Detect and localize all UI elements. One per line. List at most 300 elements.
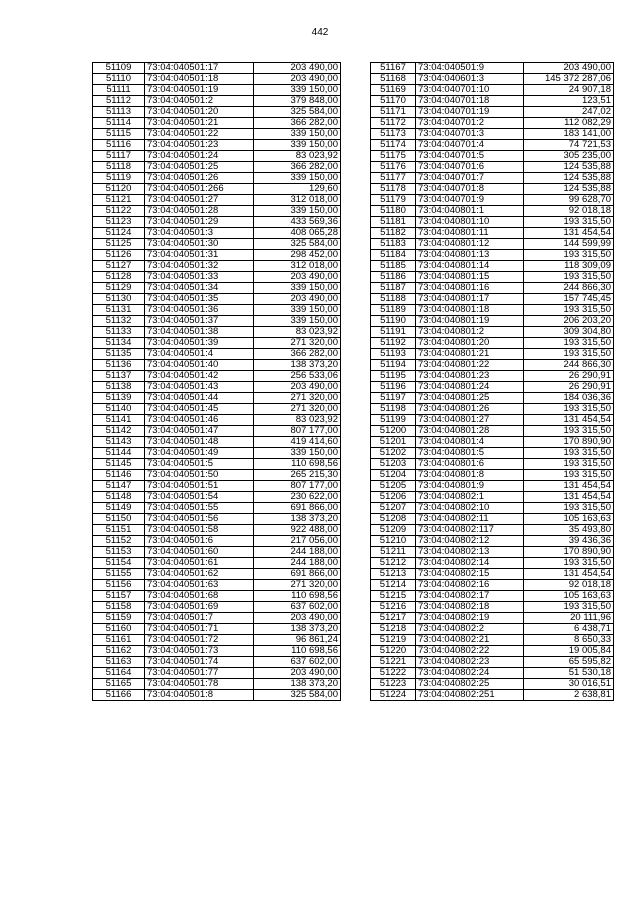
value-cell: 230 622,00	[254, 492, 341, 503]
row-number-cell: 51210	[371, 536, 416, 547]
row-number-cell: 51141	[93, 415, 145, 426]
value-cell: 203 490,00	[254, 668, 341, 679]
value-cell: 265 215,30	[254, 470, 341, 481]
table-row	[93, 580, 341, 591]
value-cell: 193 315,50	[524, 305, 614, 316]
table-row	[93, 679, 341, 690]
row-number-cell: 51186	[371, 272, 416, 283]
cadastral-number-cell: 73:04:040501:32	[145, 261, 254, 272]
row-number-cell: 51182	[371, 228, 416, 239]
table-row	[93, 184, 341, 195]
value-cell: 433 569,36	[254, 217, 341, 228]
table-row	[93, 85, 341, 96]
cadastral-number-cell: 73:04:040501:42	[145, 371, 254, 382]
cadastral-number-cell: 73:04:040501:39	[145, 338, 254, 349]
cadastral-number-cell: 73:04:040801:20	[416, 338, 524, 349]
cadastral-number-cell: 73:04:040501:69	[145, 602, 254, 613]
cadastral-number-cell: 73:04:040801:22	[416, 360, 524, 371]
cadastral-number-cell: 73:04:040501:72	[145, 635, 254, 646]
cadastral-number-cell: 73:04:040801:26	[416, 404, 524, 415]
table-row	[371, 602, 614, 613]
table-row	[93, 481, 341, 492]
table-row	[371, 371, 614, 382]
table-row	[93, 624, 341, 635]
row-number-cell: 51136	[93, 360, 145, 371]
table-row	[93, 195, 341, 206]
row-number-cell: 51216	[371, 602, 416, 613]
table-row	[93, 74, 341, 85]
row-number-cell: 51114	[93, 118, 145, 129]
row-number-cell: 51211	[371, 547, 416, 558]
value-cell: 408 065,28	[254, 228, 341, 239]
table-row	[93, 613, 341, 624]
cadastral-number-cell: 73:04:040501:77	[145, 668, 254, 679]
value-cell: 807 177,00	[254, 481, 341, 492]
row-number-cell: 51201	[371, 437, 416, 448]
cadastral-number-cell: 73:04:040501:7	[145, 613, 254, 624]
cadastral-number-cell: 73:04:040501:6	[145, 536, 254, 547]
cadastral-number-cell: 73:04:040501:24	[145, 151, 254, 162]
row-number-cell: 51156	[93, 580, 145, 591]
value-cell: 92 018,18	[524, 580, 614, 591]
cadastral-number-cell: 73:04:040802:19	[416, 613, 524, 624]
cadastral-number-cell: 73:04:040501:63	[145, 580, 254, 591]
cadastral-number-cell: 73:04:040801:5	[416, 448, 524, 459]
table-row	[93, 470, 341, 481]
row-number-cell: 51161	[93, 635, 145, 646]
row-number-cell: 51163	[93, 657, 145, 668]
row-number-cell: 51118	[93, 162, 145, 173]
row-number-cell: 51122	[93, 206, 145, 217]
value-cell: 193 315,50	[524, 217, 614, 228]
row-number-cell: 51184	[371, 250, 416, 261]
cadastral-number-cell: 73:04:040501:19	[145, 85, 254, 96]
table-row	[93, 261, 341, 272]
cadastral-number-cell: 73:04:040802:251	[416, 690, 524, 701]
value-cell: 691 866,00	[254, 503, 341, 514]
value-cell: 244 188,00	[254, 547, 341, 558]
cadastral-number-cell: 73:04:040501:61	[145, 558, 254, 569]
table-row	[93, 316, 341, 327]
row-number-cell: 51164	[93, 668, 145, 679]
value-cell: 922 488,00	[254, 525, 341, 536]
cadastral-number-cell: 73:04:040802:25	[416, 679, 524, 690]
value-cell: 203 490,00	[524, 63, 614, 74]
registry-table-right	[370, 62, 614, 701]
cadastral-number-cell: 73:04:040701:18	[416, 96, 524, 107]
table-row	[93, 349, 341, 360]
cadastral-number-cell: 73:04:040801:17	[416, 294, 524, 305]
value-cell: 83 023,92	[254, 327, 341, 338]
row-number-cell: 51117	[93, 151, 145, 162]
table-row	[371, 690, 614, 701]
value-cell: 312 018,00	[254, 195, 341, 206]
table-row	[93, 107, 341, 118]
table-row	[371, 382, 614, 393]
value-cell: 131 454,54	[524, 481, 614, 492]
cadastral-number-cell: 73:04:040501:60	[145, 547, 254, 558]
row-number-cell: 51213	[371, 569, 416, 580]
table-row	[371, 503, 614, 514]
cadastral-number-cell: 73:04:040701:9	[416, 195, 524, 206]
table-row	[371, 162, 614, 173]
row-number-cell: 51154	[93, 558, 145, 569]
row-number-cell: 51146	[93, 470, 145, 481]
value-cell: 138 373,20	[254, 514, 341, 525]
table-row	[371, 349, 614, 360]
cadastral-number-cell: 73:04:040801:8	[416, 470, 524, 481]
table-row	[371, 327, 614, 338]
row-number-cell: 51215	[371, 591, 416, 602]
row-number-cell: 51152	[93, 536, 145, 547]
table-row	[371, 250, 614, 261]
value-cell: 110 698,56	[254, 591, 341, 602]
row-number-cell: 51115	[93, 129, 145, 140]
table-row	[93, 690, 341, 701]
value-cell: 131 454,54	[524, 569, 614, 580]
table-row	[371, 679, 614, 690]
table-row	[93, 250, 341, 261]
table-row	[371, 393, 614, 404]
row-number-cell: 51200	[371, 426, 416, 437]
row-number-cell: 51187	[371, 283, 416, 294]
cadastral-number-cell: 73:04:040501:56	[145, 514, 254, 525]
row-number-cell: 51193	[371, 349, 416, 360]
value-cell: 339 150,00	[254, 206, 341, 217]
cadastral-number-cell: 73:04:040501:5	[145, 459, 254, 470]
table-row	[93, 162, 341, 173]
cadastral-number-cell: 73:04:040501:8	[145, 690, 254, 701]
cadastral-number-cell: 73:04:040802:15	[416, 569, 524, 580]
table-row	[93, 338, 341, 349]
row-number-cell: 51151	[93, 525, 145, 536]
row-number-cell: 51135	[93, 349, 145, 360]
table-row	[93, 294, 341, 305]
table-row	[93, 327, 341, 338]
table-row	[93, 536, 341, 547]
table-row	[93, 173, 341, 184]
row-number-cell: 51111	[93, 85, 145, 96]
table-row	[93, 668, 341, 679]
table-row	[371, 404, 614, 415]
cadastral-number-cell: 73:04:040801:18	[416, 305, 524, 316]
table-row	[93, 228, 341, 239]
value-cell: 144 599,99	[524, 239, 614, 250]
row-number-cell: 51208	[371, 514, 416, 525]
row-number-cell: 51175	[371, 151, 416, 162]
value-cell: 309 304,80	[524, 327, 614, 338]
value-cell: 110 698,56	[254, 459, 341, 470]
row-number-cell: 51112	[93, 96, 145, 107]
cadastral-number-cell: 73:04:040701:19	[416, 107, 524, 118]
row-number-cell: 51138	[93, 382, 145, 393]
row-number-cell: 51176	[371, 162, 416, 173]
cadastral-number-cell: 73:04:040501:37	[145, 316, 254, 327]
row-number-cell: 51155	[93, 569, 145, 580]
value-cell: 203 490,00	[254, 74, 341, 85]
cadastral-number-cell: 73:04:040501:55	[145, 503, 254, 514]
cadastral-number-cell: 73:04:040701:6	[416, 162, 524, 173]
table-row	[93, 437, 341, 448]
table-row	[371, 426, 614, 437]
cadastral-number-cell: 73:04:040801:9	[416, 481, 524, 492]
table-row	[93, 404, 341, 415]
cadastral-number-cell: 73:04:040501:35	[145, 294, 254, 305]
cadastral-number-cell: 73:04:040501:21	[145, 118, 254, 129]
value-cell: 637 602,00	[254, 602, 341, 613]
row-number-cell: 51209	[371, 525, 416, 536]
row-number-cell: 51139	[93, 393, 145, 404]
value-cell: 26 290,91	[524, 382, 614, 393]
cadastral-number-cell: 73:04:040501:43	[145, 382, 254, 393]
row-number-cell: 51168	[371, 74, 416, 85]
cadastral-number-cell: 73:04:040501:34	[145, 283, 254, 294]
cadastral-number-cell: 73:04:040701:7	[416, 173, 524, 184]
value-cell: 99 628,70	[524, 195, 614, 206]
row-number-cell: 51183	[371, 239, 416, 250]
cadastral-number-cell: 73:04:040701:8	[416, 184, 524, 195]
cadastral-number-cell: 73:04:040501:45	[145, 404, 254, 415]
cadastral-number-cell: 73:04:040501:29	[145, 217, 254, 228]
row-number-cell: 51204	[371, 470, 416, 481]
value-cell: 118 309,09	[524, 261, 614, 272]
cadastral-number-cell: 73:04:040501:26	[145, 173, 254, 184]
value-cell: 124 535,88	[524, 184, 614, 195]
table-row	[371, 646, 614, 657]
row-number-cell: 51191	[371, 327, 416, 338]
row-number-cell: 51217	[371, 613, 416, 624]
value-cell: 83 023,92	[254, 415, 341, 426]
row-number-cell: 51148	[93, 492, 145, 503]
value-cell: 30 016,51	[524, 679, 614, 690]
cadastral-number-cell: 73:04:040802:11	[416, 514, 524, 525]
table-row	[371, 316, 614, 327]
value-cell: 339 150,00	[254, 129, 341, 140]
table-row	[371, 151, 614, 162]
value-cell: 247,02	[524, 107, 614, 118]
row-number-cell: 51172	[371, 118, 416, 129]
table-row	[371, 173, 614, 184]
table-row	[93, 426, 341, 437]
value-cell: 325 584,00	[254, 107, 341, 118]
table-row	[371, 195, 614, 206]
value-cell: 105 163,63	[524, 591, 614, 602]
value-cell: 24 907,18	[524, 85, 614, 96]
table-row	[371, 261, 614, 272]
row-number-cell: 51160	[93, 624, 145, 635]
value-cell: 312 018,00	[254, 261, 341, 272]
value-cell: 366 282,00	[254, 349, 341, 360]
table-row	[371, 657, 614, 668]
table-row	[93, 569, 341, 580]
value-cell: 83 023,92	[254, 151, 341, 162]
cadastral-number-cell: 73:04:040802:14	[416, 558, 524, 569]
value-cell: 170 890,90	[524, 547, 614, 558]
table-row	[371, 437, 614, 448]
table-row	[371, 85, 614, 96]
cadastral-number-cell: 73:04:040701:10	[416, 85, 524, 96]
value-cell: 112 082,29	[524, 118, 614, 129]
table-row	[371, 217, 614, 228]
cadastral-number-cell: 73:04:040801:27	[416, 415, 524, 426]
row-number-cell: 51194	[371, 360, 416, 371]
table-row	[371, 536, 614, 547]
value-cell: 105 163,63	[524, 514, 614, 525]
value-cell: 193 315,50	[524, 404, 614, 415]
value-cell: 124 535,88	[524, 162, 614, 173]
table-row	[371, 492, 614, 503]
cadastral-number-cell: 73:04:040501:58	[145, 525, 254, 536]
cadastral-number-cell: 73:04:040701:3	[416, 129, 524, 140]
table-row	[371, 140, 614, 151]
registry-table-left	[92, 62, 341, 701]
table-row	[371, 635, 614, 646]
value-cell: 20 111,96	[524, 613, 614, 624]
row-number-cell: 51126	[93, 250, 145, 261]
value-cell: 138 373,20	[254, 679, 341, 690]
table-row	[93, 118, 341, 129]
row-number-cell: 51144	[93, 448, 145, 459]
cadastral-number-cell: 73:04:040501:27	[145, 195, 254, 206]
row-number-cell: 51162	[93, 646, 145, 657]
row-number-cell: 51133	[93, 327, 145, 338]
value-cell: 193 315,50	[524, 558, 614, 569]
table-row	[371, 63, 614, 74]
table-row	[93, 63, 341, 74]
cadastral-number-cell: 73:04:040501:17	[145, 63, 254, 74]
row-number-cell: 51199	[371, 415, 416, 426]
table-row	[93, 283, 341, 294]
value-cell: 203 490,00	[254, 382, 341, 393]
row-number-cell: 51192	[371, 338, 416, 349]
row-number-cell: 51170	[371, 96, 416, 107]
cadastral-number-cell: 73:04:040802:1	[416, 492, 524, 503]
value-cell: 271 320,00	[254, 580, 341, 591]
cadastral-number-cell: 73:04:040501:22	[145, 129, 254, 140]
row-number-cell: 51165	[93, 679, 145, 690]
table-row	[371, 514, 614, 525]
row-number-cell: 51198	[371, 404, 416, 415]
value-cell: 92 018,18	[524, 206, 614, 217]
cadastral-number-cell: 73:04:040801:23	[416, 371, 524, 382]
table-row	[93, 503, 341, 514]
value-cell: 339 150,00	[254, 448, 341, 459]
value-cell: 339 150,00	[254, 316, 341, 327]
cadastral-number-cell: 73:04:040701:5	[416, 151, 524, 162]
value-cell: 366 282,00	[254, 118, 341, 129]
table-row	[93, 525, 341, 536]
row-number-cell: 51169	[371, 85, 416, 96]
table-row	[371, 338, 614, 349]
cadastral-number-cell: 73:04:040501:74	[145, 657, 254, 668]
value-cell: 691 866,00	[254, 569, 341, 580]
table-row	[93, 129, 341, 140]
row-number-cell: 51171	[371, 107, 416, 118]
row-number-cell: 51142	[93, 426, 145, 437]
value-cell: 131 454,54	[524, 228, 614, 239]
table-row	[93, 393, 341, 404]
cadastral-number-cell: 73:04:040501:2	[145, 96, 254, 107]
cadastral-number-cell: 73:04:040801:15	[416, 272, 524, 283]
value-cell: 217 056,00	[254, 536, 341, 547]
row-number-cell: 51147	[93, 481, 145, 492]
row-number-cell: 51203	[371, 459, 416, 470]
cadastral-number-cell: 73:04:040802:2	[416, 624, 524, 635]
cadastral-number-cell: 73:04:040802:12	[416, 536, 524, 547]
table-row	[371, 118, 614, 129]
row-number-cell: 51123	[93, 217, 145, 228]
value-cell: 170 890,90	[524, 437, 614, 448]
table-row	[93, 415, 341, 426]
value-cell: 325 584,00	[254, 239, 341, 250]
value-cell: 138 373,20	[254, 624, 341, 635]
table-row	[93, 547, 341, 558]
value-cell: 157 745,45	[524, 294, 614, 305]
cadastral-number-cell: 73:04:040801:11	[416, 228, 524, 239]
value-cell: 39 436,36	[524, 536, 614, 547]
row-number-cell: 51145	[93, 459, 145, 470]
value-cell: 203 490,00	[254, 63, 341, 74]
table-row	[371, 206, 614, 217]
table-row	[93, 382, 341, 393]
cadastral-number-cell: 73:04:040501:78	[145, 679, 254, 690]
cadastral-number-cell: 73:04:040802:21	[416, 635, 524, 646]
table-row	[371, 668, 614, 679]
value-cell: 131 454,54	[524, 415, 614, 426]
cadastral-number-cell: 73:04:040501:9	[416, 63, 524, 74]
value-cell: 193 315,50	[524, 470, 614, 481]
table-row	[371, 305, 614, 316]
table-row	[93, 492, 341, 503]
table-row	[93, 217, 341, 228]
row-number-cell: 51130	[93, 294, 145, 305]
row-number-cell: 51181	[371, 217, 416, 228]
cadastral-number-cell: 73:04:040801:13	[416, 250, 524, 261]
value-cell: 807 177,00	[254, 426, 341, 437]
value-cell: 129,60	[254, 184, 341, 195]
cadastral-number-cell: 73:04:040501:44	[145, 393, 254, 404]
value-cell: 339 150,00	[254, 283, 341, 294]
value-cell: 339 150,00	[254, 305, 341, 316]
table-row	[93, 591, 341, 602]
cadastral-number-cell: 73:04:040501:49	[145, 448, 254, 459]
page-number: 442	[311, 27, 329, 38]
row-number-cell: 51214	[371, 580, 416, 591]
table-row	[93, 360, 341, 371]
row-number-cell: 51221	[371, 657, 416, 668]
row-number-cell: 51125	[93, 239, 145, 250]
cadastral-number-cell: 73:04:040501:51	[145, 481, 254, 492]
row-number-cell: 51197	[371, 393, 416, 404]
table-row	[93, 305, 341, 316]
cadastral-number-cell: 73:04:040501:4	[145, 349, 254, 360]
table-row	[93, 96, 341, 107]
table-row	[371, 525, 614, 536]
cadastral-number-cell: 73:04:040501:23	[145, 140, 254, 151]
table-row	[93, 635, 341, 646]
cadastral-number-cell: 73:04:040802:23	[416, 657, 524, 668]
cadastral-number-cell: 73:04:040802:16	[416, 580, 524, 591]
table-row	[93, 206, 341, 217]
value-cell: 244 866,30	[524, 283, 614, 294]
row-number-cell: 51134	[93, 338, 145, 349]
row-number-cell: 51224	[371, 690, 416, 701]
cadastral-number-cell: 73:04:040801:21	[416, 349, 524, 360]
table-row	[371, 360, 614, 371]
table-row	[371, 547, 614, 558]
cadastral-number-cell: 73:04:040802:117	[416, 525, 524, 536]
value-cell: 366 282,00	[254, 162, 341, 173]
